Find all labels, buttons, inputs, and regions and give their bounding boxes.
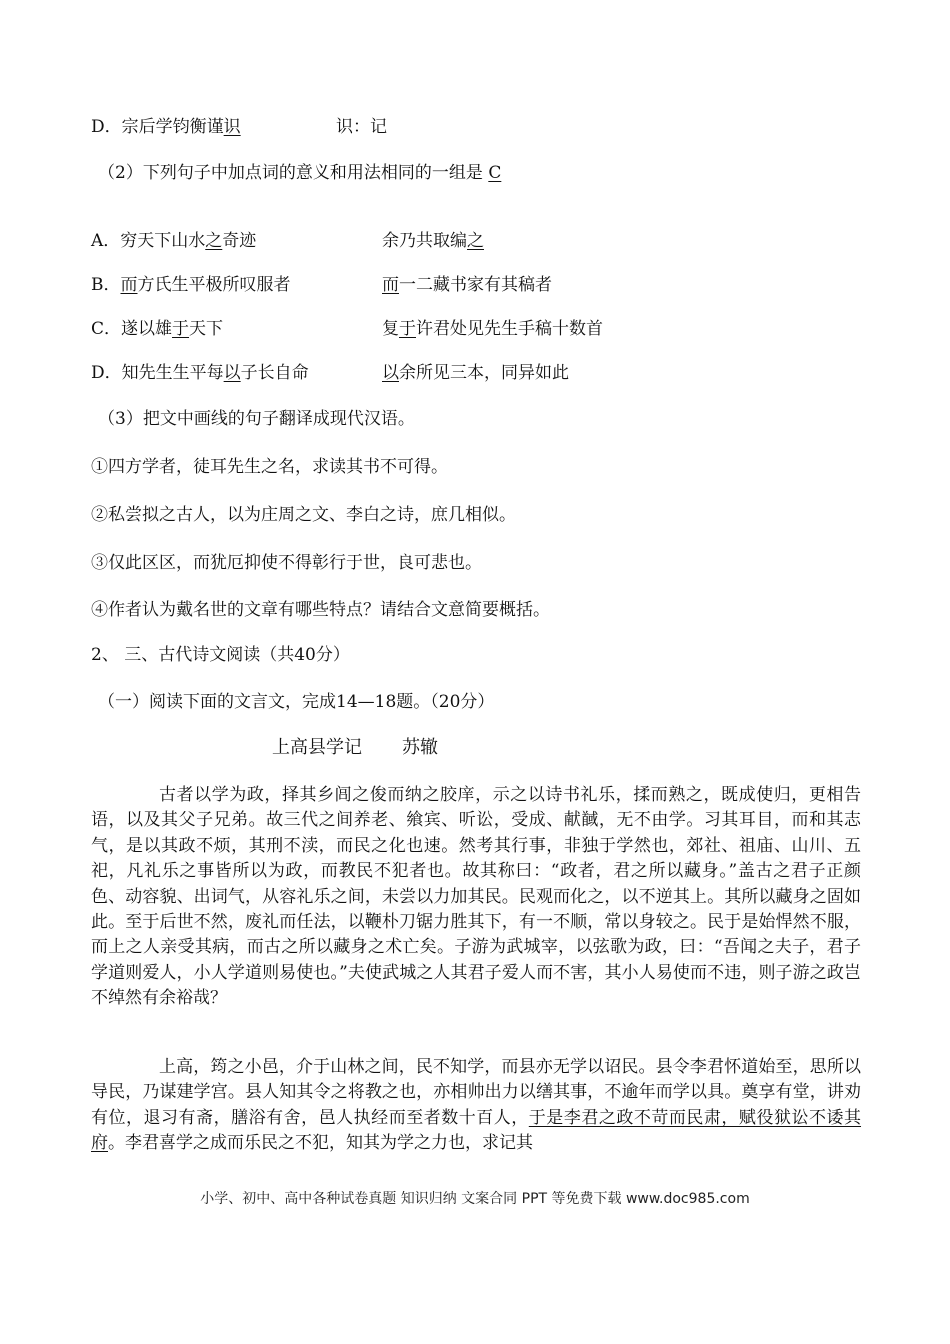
q1d-gloss: 识：记 [336, 117, 387, 137]
q1d-underlined-word: 识 [223, 117, 241, 137]
q2-option-left-a-pre: D．知先生生平每 [91, 363, 224, 383]
q2-answer: C [488, 163, 502, 183]
passage-author: 苏辙 [402, 737, 438, 758]
q2-option-left-a-pre: C．遂以雄 [91, 319, 173, 339]
q3-prompt: （3）把文中画线的句子翻译成现代汉语。 [98, 409, 415, 429]
sentence-2: ②私尝拟之古人，以为庄周之文、李白之诗，庶几相似。 [91, 505, 516, 525]
q2-option-left-a-u: 而 [120, 275, 138, 295]
q2-prompt [98, 161, 507, 185]
q2-option-right-b-post: 一二藏书家有其稿者 [399, 275, 552, 295]
q2-option-1-left [91, 273, 291, 297]
q1-option-d [91, 115, 241, 139]
passage-paragraph-1: 古者以学为政，择其乡闾之俊而纳之胶庠，示之以诗书礼乐，揉而熟之，既成使归，更相告语，以及其父子兄弟。故三代之间养老、飨宾、听讼，受成、献馘，无不由学。习其耳目，而和其志气，是以其政不烦，其刑不渎，而民之化也速。然考其行事，非独于学然也，郊社、祖庙、山川、五祀，凡礼乐之事皆所以为政，而教民不犯者也。故其称曰：“政者，君之所以藏身。”盖古之君子正颜色、动容貌、出词气，从容礼乐之间，未尝以力加其民。民观而化之，以不逆其上。其所以藏身之固如此。至于后世不然，废礼而任法，以鞭朴刀锯力胜其下，有一不顺，常以身较之。民于是始悍然不服，而上之人亲受其病，而古之所以藏身之术亡矣。子游为武城宰，以弦歌为政，曰：“吾闻之夫子，君子学道则爱人，小人学道则易使也。”夫使武城之人其君子爱人而不害，其小人易使而不违，则子游之政岂不绰然有余裕哉？ [91, 785, 861, 1009]
q2-option-right-b-post: 余所见三本，同异如此 [399, 363, 569, 383]
q2-option-right-b-u: 之 [467, 231, 484, 251]
page-footer: 小学、初中、高中各种试卷真题 知识归纳 文案合同 PPT 等免费下载 www.doc985.com [200, 1191, 750, 1207]
q2-option-right-b-u: 以 [382, 363, 399, 383]
para2-underlined-sentence: 于是李君之政不苛而民肃，赋役狱讼不诿其府 [91, 1107, 862, 1154]
section-heading: 2、 三、古代诗文阅读（共40分） [91, 645, 350, 665]
q2-option-left-a-post: 方氏生平极所叹服者 [137, 275, 291, 295]
q2-option-0-left [91, 229, 256, 253]
q2-option-left-a-u: 于 [172, 319, 190, 339]
passage-title: 上高县学记 [272, 737, 362, 758]
subsection-heading: （一）阅读下面的文言文，完成14—18题。（20分） [98, 692, 495, 712]
q2-option-left-a-pre: B． [91, 275, 121, 295]
sentence-3: ③仅此区区，而犹厄抑使不得彰行于世，良可悲也。 [91, 553, 482, 573]
passage-paragraph-2 [91, 1055, 861, 1157]
q2-option-right-b-u: 于 [399, 319, 416, 339]
q2-option-2-left [91, 317, 223, 341]
q2-option-left-a-pre: A．穷天下山水 [91, 231, 206, 251]
q1d-text: D．宗后学钧衡谨 [91, 117, 224, 137]
q2-option-0-right [382, 229, 484, 253]
q2-option-right-b-u: 而 [382, 275, 399, 295]
q2-option-left-a-post: 奇迹 [222, 231, 257, 251]
q2-option-left-a-u: 以 [223, 363, 241, 383]
q2-option-left-a-post: 子长自命 [240, 363, 309, 383]
q2-option-right-b-pre: 余乃共取编 [382, 231, 467, 251]
q2-option-right-b-post: 许君处见先生手稿十数首 [416, 319, 603, 339]
q2-option-3-right [382, 361, 569, 385]
q2-option-left-a-u: 之 [205, 231, 223, 251]
para2-text: 上高，筠之小邑，介于山林之间，民不知学，而县亦无学以诏民。县令李君怀道始至，思所以导民，乃谋建学宫。县人知其令之将教之也，亦相帅出力以缮其事，不逾年而学以具。奠享有堂，讲劝有位，退习有斋，膳浴有舍，邑人执经而至者数十百人， [91, 1057, 861, 1128]
para2-text-end: 。李君喜学之成而乐民之不犯，知其为学之力也，求记其 [108, 1133, 533, 1154]
sentence-4: ④作者认为戴名世的文章有哪些特点？请结合文意简要概括。 [91, 600, 550, 620]
passage-title-row [272, 736, 438, 760]
q2-option-right-b-pre: 复 [382, 319, 399, 339]
q2-prompt-text: （2）下列句子中加点词的意义和用法相同的一组是 [98, 163, 483, 183]
q2-option-1-right [382, 273, 552, 297]
sentence-1: ①四方学者，徒耳先生之名，求读其书不可得。 [91, 457, 448, 477]
q2-option-left-a-post: 天下 [189, 319, 224, 339]
q2-option-2-right [382, 317, 603, 341]
q2-option-3-left [91, 361, 309, 385]
